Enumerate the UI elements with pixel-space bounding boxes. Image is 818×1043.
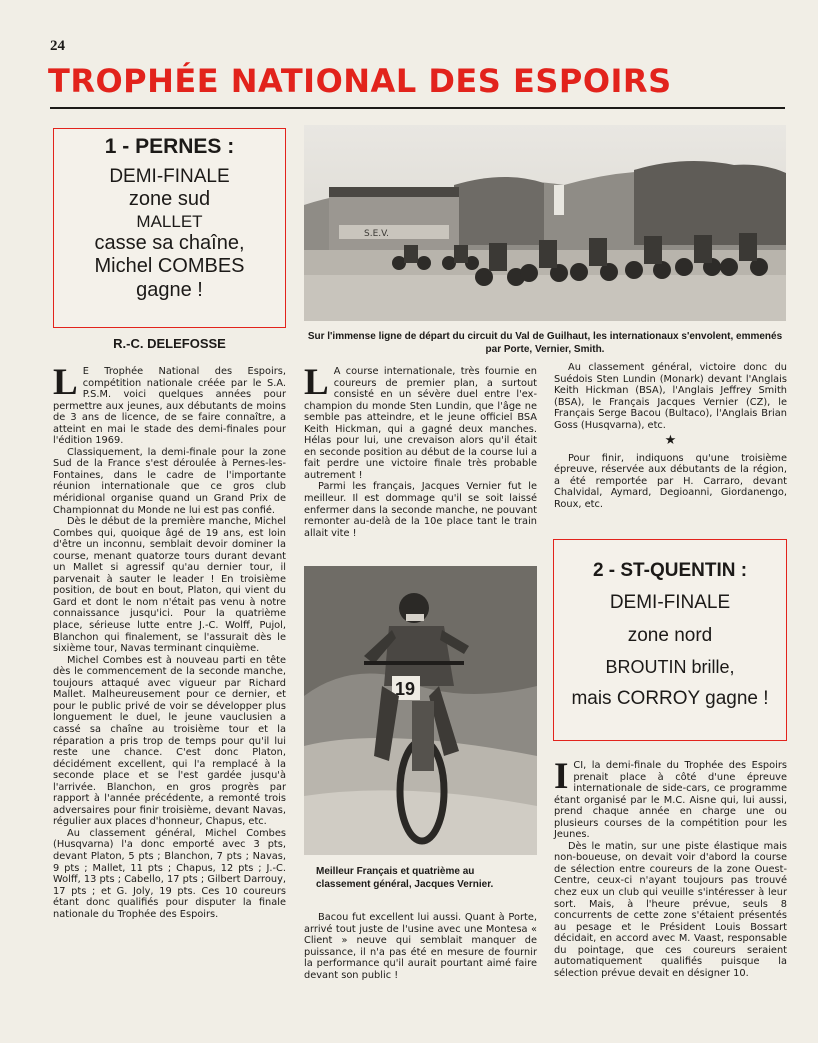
photo-starting-line-image: [304, 125, 786, 321]
photo-rider-vernier: [304, 566, 537, 855]
article-column-2-bottom: [304, 912, 537, 981]
headline-rule: [50, 107, 785, 109]
box-subtitle-line: Michel COMBES: [94, 255, 245, 278]
paragraph: Au classement général, Michel Combes (Husqvarna) l'a donc emporté avec 3 pts, devant Platon, 5 pts ; Blanchon, 7 pts ; Navas, 9 pts ; Mallet, 11 pts ; Chapus, 12 pts ; J.-C. Wolff, 13 pts ; Cabello, 17 pts ; Gilbert Darrouy, 17 pts ; et G. Joly, 19 pts. Ces 10 coureurs étant donc qualifiés pour disputer la finale nationale du Trophée des Espoirs.: [53, 827, 286, 920]
author-byline: R.-C. DELEFOSSE: [113, 336, 226, 351]
paragraph: L E Trophée National des Espoirs, compétition nationale créée par le S.A. P.S.M. voici quelques années pour permettre aux jeunes, aux débutants de moins de 3 ans de licence, de se faire connaître, a atteint en mai le stade des demi-finales pour l'édition 1969.: [53, 362, 286, 447]
paragraph: Dès le début de la première manche, Michel Combes qui, quoique âgé de 19 ans, est loin d'être un inconnu, semblait devoir dominer la course, menant quatorze tours durant devant un Mallet si agressif qu'au dernier tour, il parvenait à sauter le leader ! En troisième position, de bout en bout, Platon, qui vient du Gard et dont le nom n'était pas venu à notre connaissance jusqu'ici. Pour la quatrième place, sérieuse lutte entre J.-C. Wolff, Pujol, Blanchon qui finalement, se l'assurait dès le sixième tour, Navas terminant cinquième.: [53, 516, 286, 655]
photo-starting-line: [304, 125, 786, 321]
drop-cap: L: [53, 362, 78, 403]
drop-cap: L: [304, 362, 329, 403]
box-title-line: 1 - PERNES :: [104, 135, 235, 158]
banner-text: S.E.V.: [364, 229, 389, 239]
paragraph: Dès le matin, sur une piste élastique mais non-boueuse, on devait voir d'abord la course de sélection entre coureurs de la zone Ouest-Centre, ceux-ci n'ayant toujours pas trouvé chez eux un club qui veuille s'intéresser à leur sort. Mais, à l'heure prévue, seuls 8 concurrents de cette zone s'étaient présentés au pesage et le Président Louis Bossart décidait, en accord avec M. Vaast, responsable du pointage, que ces coureurs seraient automatiquement qualifiés puisque la sélection prévue devait en désigner 10.: [554, 840, 787, 979]
photo-caption-start: Sur l'immense ligne de départ du circuit du Val de Guilhaut, les internationaux s'envolent, emmenés par Porte, Vernier, Smith.: [307, 331, 783, 355]
section-title-box-pernes: [53, 128, 286, 328]
box-subtitle-line: casse sa chaîne,: [94, 231, 245, 254]
section-title-box-st-quentin: [553, 539, 787, 741]
paragraph: Classiquement, la demi-finale pour la zone Sud de la France s'est déroulée à Pernes-les-Fontaines, dans le cadre de l'importante réunion internationale que ce gros club méridional organise quand un Grand Prix de Championnat du Monde ne lui est pas confié.: [53, 446, 286, 516]
paragraph: Bacou fut excellent lui aussi. Quant à Porte, arrivé tout juste de l'usine avec une Montesa « Client » neuve qui semblait manquer de puissance, il n'a pas été en mesure de fournir la performance qu'il aurait pourtant aimé faire devant son public !: [304, 912, 537, 981]
box-subtitle-line: MALLET: [136, 211, 203, 231]
page-headline: TROPHÉE NATIONAL DES ESPOIRS: [48, 62, 672, 100]
paragraph: L A course internationale, très fournie en coureurs de premier plan, a surtout consisté en un sévère duel entre l'ex-champion du monde Sten Lundin, que l'âge ne semble pas atteindre, et le jeune officiel BSA Keith Hickman, qui a gagné deux manches. Hélas pour lui, une crevaison alors qu'il était en seconde position au début de la course lui a fait perdre une victoire finale très probable autrement !: [304, 362, 537, 481]
photo-rider-vernier-image: [304, 566, 537, 855]
drop-cap: I: [554, 756, 569, 797]
paragraph: Michel Combes est à nouveau parti en tête dès le commencement de la seconde manche, toujours attaqué avec vigueur par Richard Mallet. Malheureusement pour ce dernier, et pour le public privé de voir se développer plus longuement le duel, le jeune vauclusien a cassé sa chaîne au troisième tour et la réparation a pris trop de temps pour qu'il lui reste une chance. C'est donc Platon, décidément excellent, qui l'a remplacé à la seconde place et se l'est gardée jusqu'à l'arrivée. Blanchon, en gros progrès par rapport à l'année précédente, a remonté trois adversaires pour finir troisième, devant Navas, régulier aux places d'honneur, Chapus, etc.: [53, 654, 286, 828]
photo-caption-rider: Meilleur Français et quatrième au classement général, Jacques Vernier.: [316, 866, 494, 890]
article-column-2: [304, 362, 537, 539]
box-title-line: 2 - ST-QUENTIN :: [592, 560, 748, 581]
box-subtitle-line: mais CORROY gagne !: [571, 688, 769, 710]
box-subtitle-line: gagne !: [136, 279, 203, 301]
race-number: 19: [395, 679, 416, 699]
box-subtitle-line: BROUTIN brille,: [605, 657, 735, 678]
page-number: 24: [50, 38, 65, 54]
box-subtitle-line: DEMI-FINALE: [609, 592, 731, 614]
box-subtitle-line: zone sud: [128, 188, 211, 211]
article-column-4: [554, 756, 787, 979]
star-separator-icon: ★: [664, 433, 677, 449]
paragraph: ICI, la demi-finale du Trophée des Espoirs prenait place à côté d'une épreuve internationale de side-cars, ce programme étant organisé par le M.C. Aisne qui, lui aussi, prend chaque année en charge une ou plusieurs courses de la compétition pour les Jeunes.: [554, 756, 787, 841]
paragraph: Au classement général, victoire donc du Suédois Sten Lundin (Monark) devant l'Anglais Keith Hickman (BSA), l'Anglais Jeffrey Smith (BSA), le Français Jacques Vernier (CZ), le Français Serge Bacou (Bultaco), l'Anglais Brian Goss (Husqvarna), etc.: [554, 362, 787, 431]
box-subtitle-line: DEMI-FINALE: [109, 165, 230, 187]
paragraph: Parmi les français, Jacques Vernier fut le meilleur. Il est dommage qu'il se soit laissé enfermer dans la seconde manche, ne pouvant remonter au-delà de la 10e place tant le train allait vite !: [304, 481, 537, 539]
paragraph: Pour finir, indiquons qu'une troisième épreuve, réservée aux débutants de la région, a été remportée par H. Carraro, devant Chalvidal, Aymard, Degioanni, Giordanengo, Roux, etc.: [554, 452, 787, 511]
article-column-1: [53, 362, 286, 920]
box-subtitle-line: zone nord: [627, 624, 713, 646]
article-column-3: [554, 362, 787, 511]
